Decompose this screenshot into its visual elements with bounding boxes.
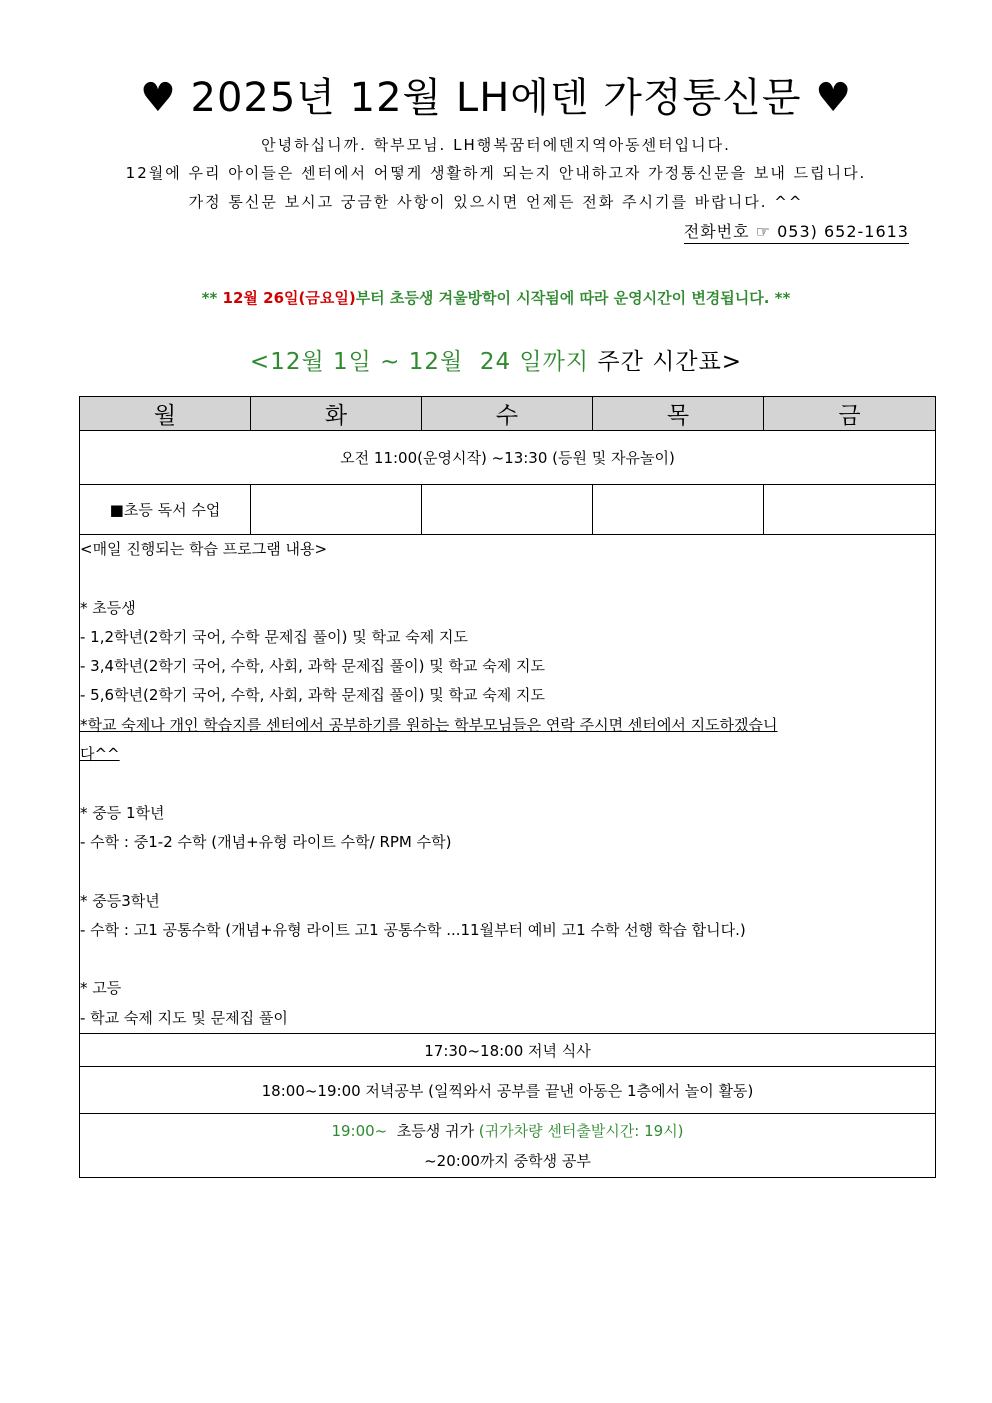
- dinner-schedule: 17:30~18:00 저녁 식사: [80, 1034, 936, 1067]
- program-line: - 학교 숙제 지도 및 문제집 풀이: [80, 1008, 288, 1027]
- day-header: 월: [80, 397, 251, 431]
- program-line: * 중등3학년: [80, 891, 160, 910]
- middle-study-line: ~20:00까지 중학생 공부: [424, 1151, 591, 1170]
- empty-cell: [593, 485, 764, 535]
- program-line: - 5,6학년(2학기 국어, 수학, 사회, 과학 문제집 풀이) 및 학교 숙제 지도: [80, 686, 546, 705]
- day-header: 수: [422, 397, 593, 431]
- program-line: [80, 564, 935, 593]
- empty-cell: [764, 485, 936, 535]
- evening-study-schedule: 18:00~19:00 저녁공부 (일찍와서 공부를 끝낸 아동은 1층에서 놀이 활동): [80, 1067, 936, 1114]
- day-header: 금: [764, 397, 936, 431]
- program-line: <매일 진행되는 학습 프로그램 내용>: [80, 540, 328, 558]
- go-home-schedule: [80, 1114, 936, 1178]
- notice-rest: 부터 초등생 겨울방학이 시작됨에 따라 운영시간이 변경됩니다. **: [355, 289, 791, 307]
- go-home-text: 초등생 귀가: [387, 1121, 479, 1140]
- program-line: [80, 769, 935, 798]
- morning-schedule: 오전 11:00(운영시작) ~13:30 (등원 및 자유놀이): [80, 431, 936, 485]
- program-line: *학교 숙제나 개인 학습지를 센터에서 공부하기를 원하는 학부모님들은 연락 주시면 센터에서 지도하겠습니: [80, 715, 778, 734]
- intro-line-2: 12월에 우리 아이들은 센터에서 어떻게 생활하게 되는지 안내하고자 가정통신문을 보내 드립니다.: [125, 164, 867, 182]
- go-home-time: 19:00~: [331, 1121, 388, 1140]
- day-header-row: [80, 397, 936, 431]
- evening-study-row: [80, 1067, 936, 1114]
- day-header: 목: [593, 397, 764, 431]
- program-line: - 1,2학년(2학기 국어, 수학 문제집 풀이) 및 학교 숙제 지도: [80, 627, 468, 646]
- weekly-schedule-title: [0, 343, 992, 376]
- reading-class-row: [80, 485, 936, 535]
- go-home-line: [80, 1116, 935, 1146]
- week-title-label: 주간 시간표>: [589, 349, 743, 375]
- weekly-schedule-table: [79, 396, 936, 1178]
- go-home-note: (귀가차량 센터출발시간: 19시): [478, 1121, 684, 1140]
- reading-class-cell: ■초등 독서 수업: [80, 485, 251, 535]
- morning-row: [80, 431, 936, 485]
- program-line-end: 다^^: [80, 745, 120, 764]
- program-line: * 고등: [80, 979, 122, 998]
- program-line: [80, 740, 935, 769]
- program-line: [80, 945, 935, 974]
- empty-cell: [251, 485, 422, 535]
- empty-cell: [422, 485, 593, 535]
- program-line: - 수학 : 고1 공통수학 (개념+유형 라이트 고1 공통수학 ...11월부터 예비 고1 수학 선행 학습 합니다.): [80, 920, 746, 939]
- phone-number: 전화번호 ☞ 053) 652-1613: [684, 219, 909, 244]
- intro-line-1: 안녕하십니까. 학부모님. LH행복꿈터에덴지역아동센터입니다.: [261, 136, 731, 154]
- daily-program-content: [80, 535, 936, 1034]
- schedule-change-notice: [0, 287, 992, 308]
- program-row: [80, 535, 936, 1034]
- page-title: ♥ 2025년 12월 LH에덴 가정통신문 ♥: [139, 75, 853, 121]
- week-title-range: <12월 1일 ~ 12월 24 일까지: [249, 349, 590, 375]
- day-header: 화: [251, 397, 422, 431]
- program-line: [80, 857, 935, 886]
- go-home-row: [80, 1114, 936, 1178]
- notice-prefix: **: [201, 289, 223, 307]
- notice-date: 12월 26일(금요일): [222, 289, 356, 307]
- program-line: * 중등 1학년: [80, 803, 165, 822]
- intro-line-3: 가정 통신문 보시고 궁금한 사항이 있으시면 언제든 전화 주시기를 바랍니다. ^^: [188, 193, 804, 211]
- program-line: - 3,4학년(2학기 국어, 수학, 사회, 과학 문제집 풀이) 및 학교 숙제 지도: [80, 657, 546, 676]
- program-line: - 수학 : 중1-2 수학 (개념+유형 라이트 수학/ RPM 수학): [80, 832, 452, 851]
- program-line: * 초등생: [80, 598, 136, 617]
- dinner-row: [80, 1034, 936, 1067]
